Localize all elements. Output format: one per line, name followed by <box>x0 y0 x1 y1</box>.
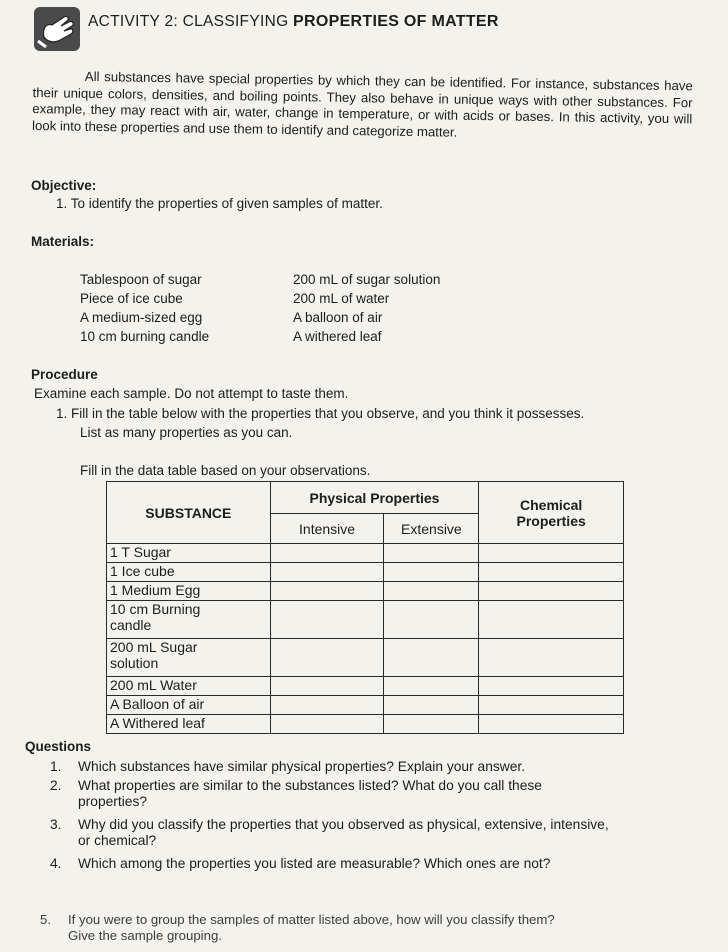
substance-cell <box>107 544 271 563</box>
table-row <box>107 601 624 639</box>
material-item: A balloon of air <box>293 310 383 325</box>
intensive-header: Intensive <box>270 514 384 544</box>
substance-label: 10 cm Burning <box>110 601 201 617</box>
question-number: 3. <box>50 817 62 832</box>
chemical-properties-header <box>479 482 624 544</box>
question-1 <box>50 759 525 775</box>
material-item: A medium-sized egg <box>80 310 203 325</box>
question-3 <box>50 817 609 849</box>
substance-cell <box>107 696 271 715</box>
material-item: Tablespoon of sugar <box>80 272 202 287</box>
question-2 <box>50 778 542 810</box>
question-text: Why did you classify the properties that you observed as physical, extensive, intensive, <box>78 817 609 832</box>
intensive-cell[interactable] <box>270 696 384 715</box>
question-number: 1. <box>50 759 62 774</box>
question-4 <box>50 856 550 872</box>
extensive-cell[interactable] <box>384 639 479 677</box>
physical-properties-header: Physical Properties <box>270 482 479 514</box>
chemical-cell[interactable] <box>479 696 624 715</box>
chemical-cell[interactable] <box>479 677 624 696</box>
table-row <box>107 696 624 715</box>
question-text-cont: Give the sample grouping. <box>68 928 222 943</box>
intensive-cell[interactable] <box>270 582 384 601</box>
materials-list-2 <box>293 270 440 346</box>
substance-label: 1 Medium Egg <box>110 582 201 598</box>
intro-paragraph <box>32 68 693 144</box>
material-item: 200 mL of sugar solution <box>293 272 441 287</box>
title-classifying: CLASSIFYING <box>182 13 289 30</box>
objective-item: 1. To identify the properties of given samples of matter. <box>56 196 383 211</box>
intro-text: All substances have special properties by which they can be identified. For instance, substances have their unique colors, densities, and boiling points. They also behave in unique ways with other substances. For example, they may react with air, water, change in temperature, or with acids or bases. In this activity, you will look into these properties and use them to identify and categorize matter. <box>31 68 693 140</box>
question-text: Which substances have similar physical properties? Explain your answer. <box>78 759 526 774</box>
intensive-cell[interactable] <box>270 677 384 696</box>
substance-label-cont: solution <box>110 655 159 671</box>
extensive-cell[interactable] <box>384 582 479 601</box>
chemical-cell[interactable] <box>479 582 624 601</box>
substance-cell <box>107 601 271 639</box>
extensive-cell[interactable] <box>384 696 479 715</box>
material-item: 10 cm burning candle <box>80 329 210 344</box>
question-number: 4. <box>50 856 62 871</box>
extensive-cell[interactable] <box>384 563 479 582</box>
substance-label: 1 T Sugar <box>110 544 171 560</box>
material-item: A withered leaf <box>293 329 382 344</box>
intensive-cell[interactable] <box>270 715 384 734</box>
procedure-step-1: 1. Fill in the table below with the properties that you observe, and you think it possesses. <box>56 406 585 421</box>
chemical-cell[interactable] <box>479 601 624 639</box>
materials-list-1 <box>80 270 209 346</box>
question-text: If you were to group the samples of matter listed above, how will you classify them? <box>68 912 555 927</box>
extensive-cell[interactable] <box>384 677 479 696</box>
substance-label: 200 mL Sugar <box>110 639 198 655</box>
procedure-heading: Procedure <box>31 367 98 382</box>
substance-cell <box>107 582 271 601</box>
hand-activity-icon <box>34 7 80 51</box>
chemical-cell[interactable] <box>479 715 624 734</box>
questions-heading: Questions <box>25 739 92 754</box>
chemical-cell[interactable] <box>479 639 624 677</box>
extensive-header: Extensive <box>384 514 479 544</box>
question-text: Which among the properties you listed are measurable? Which ones are not? <box>78 856 551 871</box>
extensive-cell[interactable] <box>384 544 479 563</box>
activity-label: ACTIVITY 2: <box>88 13 179 30</box>
extensive-cell[interactable] <box>384 601 479 639</box>
table-row <box>107 544 624 563</box>
intensive-cell[interactable] <box>270 544 384 563</box>
substance-label: A Withered leaf <box>110 715 205 731</box>
substance-label: A Balloon of air <box>110 696 205 712</box>
substance-label: 200 mL Water <box>110 677 197 693</box>
question-number: 2. <box>50 778 62 793</box>
chemical-header-line1: Chemical <box>520 496 583 513</box>
substance-label: 1 Ice cube <box>110 563 175 579</box>
chemical-cell[interactable] <box>479 563 624 582</box>
intensive-cell[interactable] <box>270 601 384 639</box>
substance-header: SUBSTANCE <box>107 482 271 544</box>
intensive-cell[interactable] <box>270 563 384 582</box>
chemical-header-line2: Properties <box>516 512 586 529</box>
material-item: 200 mL of water <box>293 291 390 306</box>
material-item: Piece of ice cube <box>80 291 183 306</box>
substance-cell <box>107 563 271 582</box>
question-text: What properties are similar to the substances listed? What do you call these <box>78 778 542 793</box>
materials-heading: Materials: <box>31 234 95 249</box>
substance-cell <box>107 639 271 677</box>
intensive-cell[interactable] <box>270 639 384 677</box>
procedure-step-1-cont: List as many properties as you can. <box>80 425 293 440</box>
activity-title <box>88 13 499 31</box>
table-row <box>107 582 624 601</box>
table-row <box>107 563 624 582</box>
question-text-cont: or chemical? <box>78 833 157 848</box>
substance-label-cont: candle <box>110 617 152 633</box>
table-row <box>107 715 624 734</box>
substance-cell <box>107 715 271 734</box>
table-row <box>107 677 624 696</box>
table-caption: Fill in the data table based on your observations. <box>80 463 371 478</box>
substance-cell <box>107 677 271 696</box>
question-number: 5. <box>40 912 51 927</box>
title-bold: PROPERTIES OF MATTER <box>293 13 499 30</box>
properties-table <box>106 481 624 734</box>
table-row <box>107 639 624 677</box>
chemical-cell[interactable] <box>479 544 624 563</box>
objective-heading: Objective: <box>31 178 97 193</box>
extensive-cell[interactable] <box>384 715 479 734</box>
question-5 <box>40 912 555 944</box>
question-text-cont: properties? <box>78 794 148 809</box>
procedure-intro: Examine each sample. Do not attempt to taste them. <box>34 386 349 401</box>
